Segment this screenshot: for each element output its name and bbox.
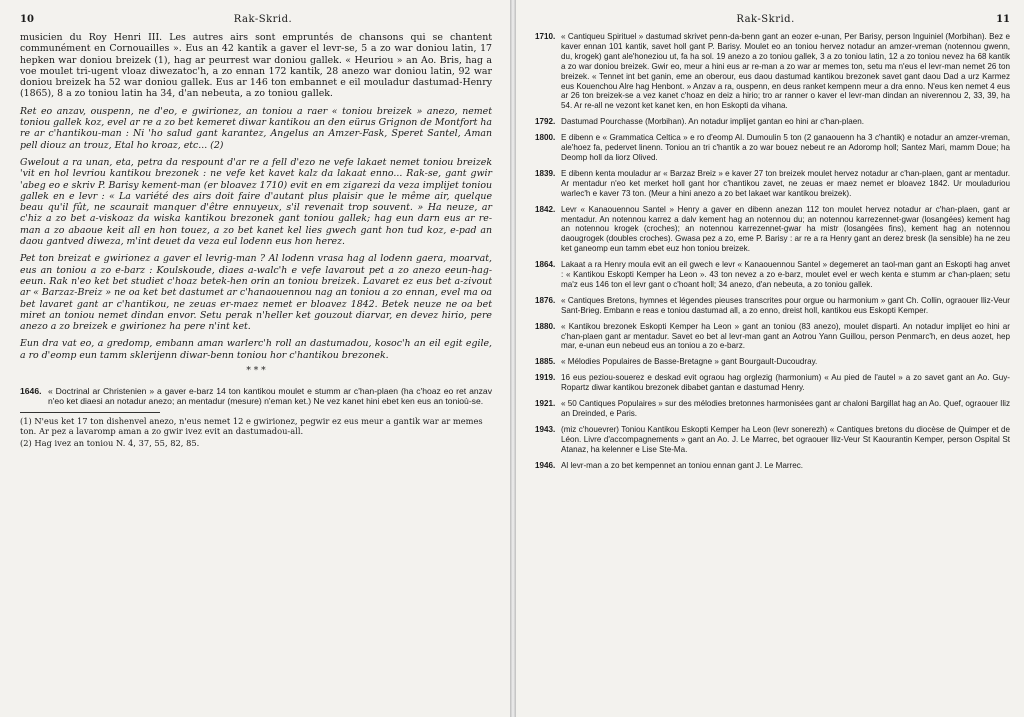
entry-year: 1919. xyxy=(535,373,556,383)
entry-year: 1710. xyxy=(535,32,556,41)
chronology-entry xyxy=(535,461,1010,471)
chronology-entry xyxy=(535,169,1010,199)
paragraph: Pet ton breizat e gwirionez a gaver el levrig-man ? Al lodenn vrasa hag al lodenn gaera, moarvat, eus an toniou a zo e-barz : Koulskoude, diaes a-walc'h e vefe lavarout pet a zo anezo eeun-hag-eeun. Rak n'eo ket bet studiet c'hoaz betek-hen orin an toniou breizek. Lavaret ez eus bet a-zivout ar « Barzaz-Breiz » ne oa ket bet dastumet ar c'hanaouennou nag an toniou a zo ennan, evel ma oa bet lavaret gant ar c'hantikou, ne zeuas er-maez nemet er bloavez 1842. Betek neuze ne oa bet miret an toniou nemet dindan envor. Setu perak n'heller ket gouzout diarvar, en devez hirio, pere anezo a zo breizek e gwirionez ha pere n'int ket. xyxy=(20,253,492,333)
chronology-entry xyxy=(535,32,1010,111)
chronology-entry xyxy=(535,357,1010,367)
entry-text: Lakaat a ra Henry moula evit an eil gwech e levr « Kanaouennou Santel » degemeret an taol-man gant an Eskopti hag anvet : « Kantikou Eskopti Kemper ha Leon ». 43 ton nevez a zo e-barz, moulet evel er wech kenta e stumm ar c'han-plaen; setu ma'z eus 146 ton el levr gant o c'hoant holl; 34 anezo, d'an nebeuta, a zo toniou gallek. xyxy=(561,260,1010,289)
entry-text: 16 eus peziou-souerez e deskad evit ograou hag orglezig (harmonium) « Au pied de l'autel » a zo savet gant an Ao. Guy-Ropartz diwar kantikou brezonek dibabet gantan e dastumad Henry. xyxy=(561,373,1010,393)
chronology-entry xyxy=(535,133,1010,163)
chronology-entry xyxy=(535,117,1010,127)
entry-year: 1885. xyxy=(535,357,556,367)
entry-text: (miz c'houevrer) Toniou Kantikou Eskopti Kemper ha Leon (levr sonerezh) « Cantiques bretons du diocèse de Quimper et de Léon. Livre d'accompagnements » gant an Ao. J. Le Marrec, bet ograouer Iliz-Veur St Kaourantin Kemper, person Ospital St Atanaz, ha kelenner e Lise Ste-Ma. xyxy=(561,424,1010,454)
entry-text: Al levr-man a zo bet kempennet an toniou ennan gant J. Le Marrec. xyxy=(561,460,804,470)
entry-text: Levr « Kanaouennou Santel » Henry a gaver en dibenn anezan 112 ton moulet hervez notadur ar c'han-plaen, gant ar mentadur. An notennou karrez a dalv kement hag an notennou du; an notennou karrezennet-gwar (losangées) kement hag an notennou krogek (croches); an notennou karrezennet-gwar ha mistr (losangées fins), kement hag an notennou daougrogek (doubles croches). Gwasa pez a zo, eme P. Barisy : ar re a ra Henry gant an derez bresk (la sensible) ha ne zeu ket ganeomp eun tamm ebet euz hon toniou breizek. xyxy=(561,204,1010,254)
entry-year: 1943. xyxy=(535,424,556,434)
paragraph: Eun dra vat eo, a gredomp, embann aman warlerc'h roll an dastumadou, kosoc'h an eil egit egile, a ro d'eomp eun tamm sklerijenn diwar-benn toniou hor c'hantikou brezonek. xyxy=(20,338,492,361)
entry-year: 1800. xyxy=(535,133,556,143)
paragraph: Gwelout a ra unan, eta, petra da respount d'ar re a fell d'ezo ne vefe lakaet nemet toniou breizek 'vit en hol levriou kantikou brezonek : ne vefe ket kavet kalz da lakaat enno... Rak-se, gant gwir 'abeg eo e skriv P. Barisy kement-man (er bloavez 1710) evit en em zigarezi da veza implijet toniou gallek en e levr : « La variété des airs doit faire d'autant plus plaisir que le même air, quelque beau qu'il fût, ne scaurait manquer d'être ennuyeux, s'il revenait trop souvent. » Ha neuze, ar c'hiz a zo bet a-viskoaz da wiska kantikou brezonek gant toniou gallek; hag eun darn eus ar re-man a zo abaoue keit all en hon touez, a zo bet kanet kel lies gwech gant hon tud koz, e-pad an daou gantved diweza, m'int deuet da veza eul lodenn eus hon herez. xyxy=(20,156,492,248)
entry-year: 1876. xyxy=(535,295,556,305)
entry-year: 1839. xyxy=(535,168,556,178)
entry-text: « Cantiqueu Spirituel » dastumad skrivet penn-da-benn gant an eozer e-unan, Per Barisy, person Inguiniel (Morbihan). Bez e kaver ennan 101 kantik, savet holl gant P. Barisy. Moulet eo an toniou hervez notadur an amzer-vreman (notennou gwenn, du, krogek) gant ale'honeziou ut, fa ha sol. 19 anezo a zo toniou gallek, 3 a zo toniou latin, 12 a zo toniou nevez ha 68 kantik a zo war doniou breizek. Gwir eo, meur a hini eus ar re-man a zo war ar memes ton, setu ma n'eus el levr-man nemet 26 ton breizek. « Tennet int bet ganin, eme an oberour, eus daou dastumad kantikou brezonek savet gant daou Dad a urz Karmez eus Kouenchou Alre hag Henbont. » Anzav a ra, ouspenn, en deus ranket kempenn meur a dra enno. N'eus ken nemet 4 eus ar 26 ton breizek-se a vez kanet c'hoaz en deiz a hirio; tro ar ranner o kaver el levr-man dindan an niverennou 2, 33, 39, ha 54. Ar re-all ne vezont ket kanet ken, en hon Eskopti da vihana. xyxy=(561,32,1010,111)
entry-year: 1864. xyxy=(535,260,556,270)
entry-year: 1842. xyxy=(535,204,556,214)
section-separator: * * * xyxy=(246,366,266,377)
chronology-entry xyxy=(535,296,1010,316)
chronology-entry xyxy=(535,373,1010,393)
chronology-entry xyxy=(535,399,1010,419)
entry-text: E dibenn kenta mouladur ar « Barzaz Breiz » e kaver 27 ton breizek moulet hervez notadur ar c'han-plaen, gant ar mentadur. Ar mentadur n'eo ket merket holl gant hor c'hantikou zavet, ne zeuas er maez nemet er bloavez 1842. Ur mouladuriou warlec'h e kaver 73 ton. (Meur a hini anezo a zo bet lakaet war kantikou breizek). xyxy=(561,168,1010,198)
paragraph: musicien du Roy Henri III. Les autres airs sont empruntés de chansons qui se chantent communément en Cornouailles ». Eus an 42 kantik a gaver el levr-se, 5 a zo war doniou latin, 17 hepken war doniou breizek (1), hag ar peurrest war doniou gallek. « Heuriou » an Ao. Bris, hag a voe moulet tri-ugent vloaz diwezatoc'h, a zo ennan 172 kantik, 28 anezo war doniou latin, 92 war doniou breizek ha 52 war doniou gallek. Eus ar 146 ton embannet e eil mouladur dastumad-Henry (1865), 8 a zo toniou latin ha 34, d'an nebeuta, a zo toniou gallek. xyxy=(20,32,492,100)
chronology-entry xyxy=(535,322,1010,352)
page-number: 10 xyxy=(20,14,34,25)
entry-year: 1646. xyxy=(20,386,42,397)
running-title: Rak-Skrid. xyxy=(736,14,795,25)
entry-year: 1946. xyxy=(535,460,556,470)
entry-year: 1792. xyxy=(535,117,556,127)
left-running-head xyxy=(20,14,492,32)
entry-text: E dibenn e « Grammatica Celtica » e ro d'eomp Al. Dumoulin 5 ton (2 ganaouenn ha 3 c'hantik) e notadur an amzer-vreman, ale'hoez fa, pedervet linenn. Toniou an tri c'hantik a zo war bouez nebeut re an Adoromp holl; Santez Mari, mamm Doue; ha Deomp holl da liorz Olived. xyxy=(561,133,1010,162)
entry-text: « Cantiques Bretons, hymnes et légendes pieuses transcrites pour orgue ou harmonium » gant Ch. Collin, ograouer Iliz-Veur Sant-Brieg. Embann e reas e toniou dastumad all, a zo enno, dreist holl, kantikou eus Eskopti Kemper. xyxy=(561,295,1010,315)
chronology-entry xyxy=(535,425,1010,455)
entry-text: « 50 Cantiques Populaires » sur des mélodies bretonnes harmonisées gant ar chaloni Bargillat hag an Ao. Quef, ograouer Iliz an Dreinded, e Paris. xyxy=(561,399,1010,418)
entry-text: « Mélodies Populaires de Basse-Bretagne » gant Bourgault-Ducoudray. xyxy=(561,357,818,367)
book-gutter xyxy=(510,0,516,717)
entry-text: Dastumad Pourchasse (Morbihan). An notadur implijet gantan eo hini ar c'han-plaen. xyxy=(561,117,864,127)
footnote: (2) Hag ivez an toniou N. 4, 37, 55, 82, 85. xyxy=(20,438,200,449)
page-number: 11 xyxy=(996,14,1010,25)
running-title: Rak-Skrid. xyxy=(233,14,293,25)
footnote: (1) N'eus ket 17 ton dishenvel anezo, n'eus nemet 12 e gwirionez, pegwir ez eus meur a gantik war ar memes ton. Ar pez a lavaromp aman a zo gwir ivez evit an dastumadou-all. xyxy=(20,416,483,437)
entry-text: « Doctrinal ar Christenien » a gaver e-barz 14 ton kantikou moulet e stumm ar c'han-plaen (ha c'hoaz eo ret anzav n'eo ket diaesi an notadur anezo; an mentadur (mesure) n'eman ket.) Ne vez kanet hini ebet ken eus an tonioù-se. xyxy=(48,386,492,407)
right-running-head xyxy=(535,14,1010,32)
paragraph: Ret eo anzav, ouspenn, ne d'eo, e gwirionez, an toniou a raer « toniou breizek » anezo, nemet toniou gallek koz, evel ar re a zo bet kemeret diwar kantikou an den eürus Grignon de Montfort ha re ar c'hantikou-man : Ni 'ho salud gant karantez, Angelus an Amzer-Fask, Speret Santel, Aman pell diouz an trouz, Etal ho kroaz, etc... (2) xyxy=(20,105,492,151)
chronology-entry xyxy=(535,260,1010,290)
entry-text: « Kantikou brezonek Eskopti Kemper ha Leon » gant an toniou (83 anezo), moulet disparti. An notadur implijet eo hini ar c'han-plaen gant ar mentadur. Savet eo bet al levr-man gant an Aotrou Yann Guillou, person Penmarc'h, en deus aozet, hep mar, e-unan eun nebeud eus an toniou a zo e-barz. xyxy=(561,321,1010,351)
chronology-entry xyxy=(20,386,492,406)
entry-year: 1880. xyxy=(535,321,556,331)
chronology-entry xyxy=(535,205,1010,255)
right-page xyxy=(512,0,1024,717)
chronology-list xyxy=(535,32,1010,471)
entry-year: 1921. xyxy=(535,399,556,409)
footnote-rule xyxy=(20,412,160,413)
